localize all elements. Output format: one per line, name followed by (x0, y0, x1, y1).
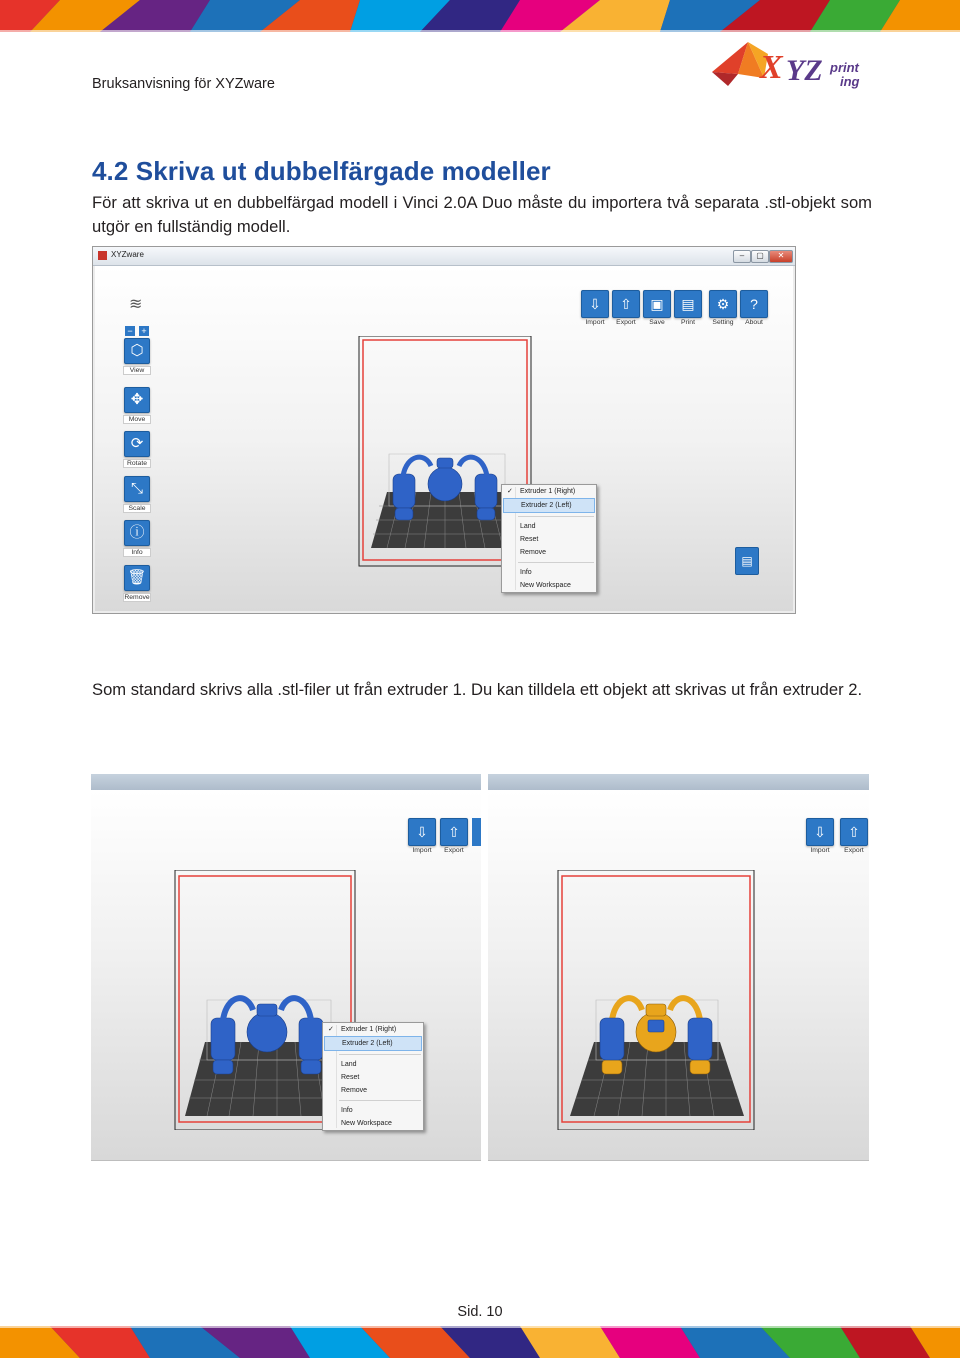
menu-separator (339, 1054, 421, 1055)
svg-text:YZ: YZ (786, 54, 823, 87)
panel-icon: ▤ (741, 554, 753, 568)
export-icon: ⇧ (440, 818, 468, 846)
minimize-button[interactable]: – (733, 250, 751, 263)
trash-icon: 🗑 (124, 565, 150, 591)
menu-item-extruder-2[interactable] (324, 1036, 422, 1051)
print-label: Print (681, 319, 695, 326)
setting-label: Setting (712, 319, 734, 326)
import-button[interactable] (408, 818, 436, 854)
top-band-graphic (0, 0, 960, 32)
menu-item-extruder-2-label: Extruder 2 (Left) (342, 1040, 393, 1047)
move-tool-label: Move (123, 415, 151, 424)
intro-paragraph: För att skriva ut en dubbelfärgad modell i Vinci 2.0A Duo måste du importera två separata .stl-objekt som utgör en fullständig modell. (92, 193, 872, 236)
xyzprinting-logo (708, 34, 878, 96)
app-icon (98, 251, 107, 260)
about-button[interactable] (740, 290, 768, 326)
rotate-tool[interactable] (123, 431, 151, 468)
menu-item-land[interactable]: Land (341, 1061, 357, 1068)
menu-item-remove[interactable]: Remove (341, 1087, 368, 1094)
import-button[interactable] (806, 818, 834, 854)
menu-separator (518, 562, 594, 563)
zoom-controls (125, 321, 153, 339)
import-icon: ⇩ (408, 818, 436, 846)
menu-item-extruder-1-label: Extruder 1 (Right) (341, 1026, 397, 1033)
scale-tool[interactable] (123, 476, 151, 513)
remove-tool[interactable] (123, 565, 151, 602)
close-button[interactable]: ✕ (769, 250, 793, 263)
right-screenshot-topbar (488, 774, 869, 790)
menu-item-reset[interactable]: Reset (520, 536, 539, 543)
layers-icon: ≋ (129, 296, 143, 313)
gear-icon: ⚙ (709, 290, 737, 318)
export-icon: ⇧ (612, 290, 640, 318)
section-heading: 4.2 Skriva ut dubbelfärgade modeller (92, 156, 551, 186)
left-screenshot-workspace[interactable] (91, 790, 481, 1160)
left-screenshot (91, 774, 481, 1161)
menu-item-extruder-1[interactable] (323, 1023, 423, 1036)
print-icon: ▤ (674, 290, 702, 318)
zoom-in-button[interactable]: + (139, 326, 149, 336)
menu-item-info[interactable]: Info (520, 569, 532, 576)
import-label: Import (810, 847, 830, 854)
rotate-tool-label: Rotate (123, 459, 151, 468)
export-label: Export (444, 847, 464, 854)
right-screenshot (488, 774, 869, 1161)
menu-item-extruder-1[interactable] (502, 485, 596, 498)
view-tool[interactable] (123, 338, 151, 375)
explanation-paragraph: Som standard skrivs alla .stl-filer ut från extruder 1. Du kan tilldela ett objekt att skrivas ut från extruder 2. (92, 680, 863, 699)
export-label: Export (844, 847, 864, 854)
zoom-out-button[interactable]: − (125, 326, 135, 336)
export-button[interactable] (440, 818, 468, 854)
info-tool[interactable] (123, 520, 151, 557)
info-tool-label: Info (123, 548, 151, 557)
import-label: Import (412, 847, 432, 854)
menu-item-land[interactable]: Land (520, 523, 536, 530)
checkmark-icon: ✓ (507, 488, 513, 495)
menu-item-new-workspace[interactable]: New Workspace (341, 1120, 392, 1127)
print-bed-scene (345, 336, 645, 576)
maximize-button[interactable]: ▢ (751, 250, 769, 263)
bottom-band-graphic (0, 1326, 960, 1358)
cube-icon: ⬡ (124, 338, 150, 364)
move-arrows-icon: ✥ (124, 387, 150, 413)
object-list-button[interactable] (735, 547, 759, 575)
workspace-area[interactable] (95, 266, 793, 611)
export-icon: ⇧ (840, 818, 868, 846)
left-screenshot-topbar (91, 774, 481, 790)
info-icon: ⓘ (124, 520, 150, 546)
window-title: XYZware (111, 250, 144, 259)
right-print-bed-scene (548, 870, 768, 1130)
menu-item-remove[interactable]: Remove (520, 549, 547, 556)
rotate-icon: ⟳ (124, 431, 150, 457)
menu-separator (518, 516, 594, 517)
scale-tool-label: Scale (123, 504, 151, 513)
svg-text:print: print (830, 60, 859, 75)
menu-item-extruder-2[interactable] (503, 498, 595, 513)
menu-item-reset[interactable]: Reset (341, 1074, 360, 1081)
right-screenshot-workspace[interactable] (488, 790, 869, 1160)
view-tool-label: View (123, 366, 151, 375)
export-button[interactable] (840, 818, 868, 854)
import-icon: ⇩ (581, 290, 609, 318)
import-button[interactable] (581, 290, 609, 326)
menu-item-new-workspace[interactable]: New Workspace (520, 582, 571, 589)
menu-item-info[interactable]: Info (341, 1107, 353, 1114)
menu-item-extruder-1-label: Extruder 1 (Right) (520, 488, 576, 495)
cropped-toolbar-button (472, 818, 481, 846)
document-header-title: Bruksanvisning för XYZware (92, 76, 275, 92)
top-decorative-band (0, 0, 960, 32)
import-icon: ⇩ (806, 818, 834, 846)
extruder-context-menu (501, 484, 597, 593)
menu-separator (339, 1100, 421, 1101)
export-label: Export (616, 319, 636, 326)
about-label: About (745, 319, 763, 326)
save-icon: ▣ (643, 290, 671, 318)
remove-tool-label: Remove (124, 594, 150, 601)
extruder-context-menu (322, 1022, 424, 1131)
export-button[interactable] (612, 290, 640, 326)
svg-text:ing: ing (840, 74, 860, 89)
svg-text:X: X (760, 49, 783, 86)
import-label: Import (585, 319, 605, 326)
scale-icon: ⤡ (124, 476, 150, 502)
help-icon: ? (740, 290, 768, 318)
xyzware-window-screenshot (92, 246, 796, 614)
menu-item-extruder-2-label: Extruder 2 (Left) (521, 502, 572, 509)
move-tool[interactable] (123, 387, 151, 424)
bottom-decorative-band (0, 1326, 960, 1358)
checkmark-icon: ✓ (328, 1026, 334, 1033)
save-label: Save (649, 319, 665, 326)
page-number: Sid. 10 (457, 1304, 503, 1320)
save-button[interactable] (643, 290, 671, 326)
print-button[interactable] (674, 290, 702, 326)
setting-button[interactable] (709, 290, 737, 326)
window-titlebar (93, 247, 795, 266)
